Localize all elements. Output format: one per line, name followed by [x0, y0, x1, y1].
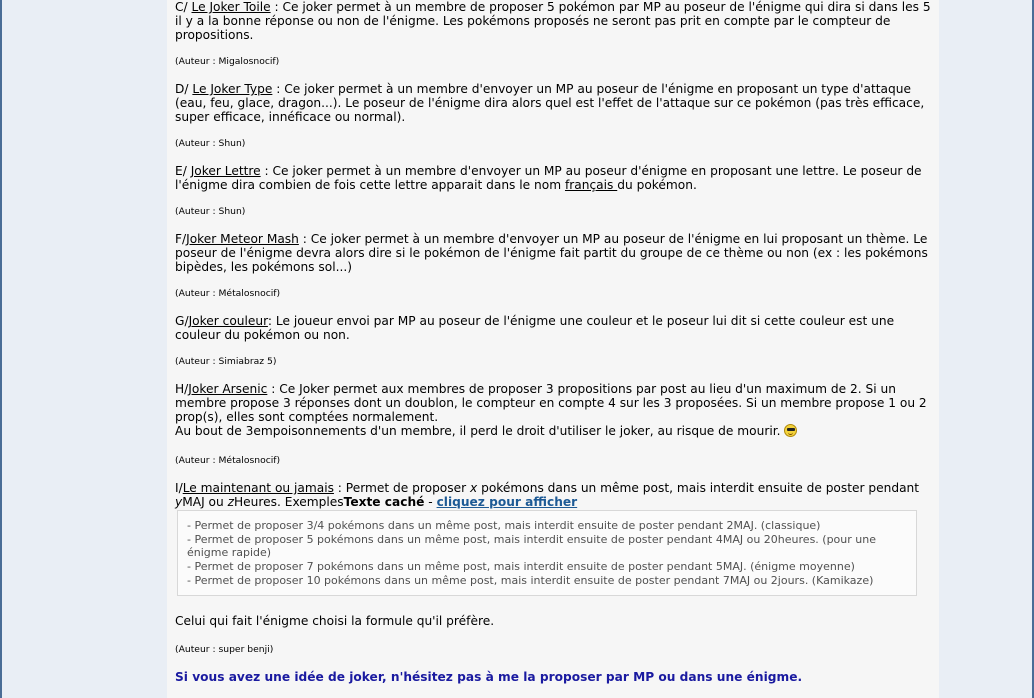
joker-i-text-4: Heures. Exemples	[234, 495, 344, 509]
joker-i-var-x: x	[470, 481, 478, 495]
spoiler-example-4: - Permet de proposer 10 pokémons dans un même post, mais interdit ensuite de poster pendant 7MAJ ou 2jours. (Kamikaze)	[187, 573, 874, 587]
joker-e-prefix: E/	[175, 164, 191, 178]
joker-g-prefix: G/	[175, 314, 189, 328]
joker-d-name: Le Joker Type	[192, 82, 273, 96]
spoiler-example-3: - Permet de proposer 7 pokémons dans un même post, mais interdit ensuite de poster pendant 5MAJ. (énigme moyenne)	[187, 560, 855, 574]
closing-message: Si vous avez une idée de joker, n'hésitez pas à me la proposer par MP ou dans une énigme.	[175, 670, 803, 684]
forum-post	[167, 0, 939, 698]
joker-i-text-2: pokémons dans un même post, mais interdit ensuite de poster pendant	[477, 481, 920, 495]
joker-h-author: (Auteur : Métalosnocif)	[175, 455, 281, 466]
spoiler-show-link[interactable]: cliquez pour afficher	[436, 495, 578, 509]
joker-f-text: : Ce joker permet à un membre d'envoyer un MP au poseur de l'énigme en lui proposant un thème. Le poseur de l'énigme devra alors dire si le pokémon de l'énigme fait partit du groupe de ce thème ou non (ex : les pokémons bipèdes, les pokémons sol...)	[175, 232, 928, 274]
spoiler-title: Texte caché	[343, 495, 425, 509]
spoiler-content-box	[177, 510, 917, 596]
joker-h-paragraph	[175, 382, 933, 424]
joker-g-paragraph	[175, 314, 933, 342]
joker-c-paragraph	[175, 0, 933, 42]
joker-f-author: (Auteur : Métalosnocif)	[175, 288, 281, 299]
joker-g-text: : Le joueur envoi par MP au poseur de l'énigme une couleur et le poseur lui dit si cette couleur est une couleur du pokémon ou non.	[175, 314, 895, 342]
joker-i-name: Le maintenant ou jamais	[182, 481, 334, 495]
joker-h-prefix: H/	[175, 382, 189, 396]
spoiler-example-1: - Permet de proposer 3/4 pokémons dans un même post, mais interdit ensuite de poster pendant 2MAJ. (classique)	[187, 519, 821, 532]
joker-d-paragraph	[175, 82, 933, 124]
joker-c-prefix: C/	[175, 0, 192, 14]
spoiler-example-2: - Permet de proposer 5 pokémons dans un même post, mais interdit ensuite de poster pendant 4MAJ ou 20heures. (pour une énigme rapide)	[187, 532, 876, 560]
joker-i-prefix: I/	[175, 481, 183, 495]
joker-i-author: (Auteur : super benji)	[175, 644, 274, 655]
joker-e-text-after: du pokémon.	[617, 178, 697, 192]
joker-e-underlined: français	[564, 178, 618, 192]
joker-h-text2: Au bout de 3empoisonnements d'un membre, il perd le droit d'utiliser le joker, au risque de mourir.	[175, 424, 785, 438]
joker-f-paragraph	[175, 232, 933, 274]
joker-i-after-text: Celui qui fait l'énigme choisi la formule qu'il préfère.	[175, 614, 495, 628]
joker-d-prefix: D/	[175, 82, 193, 96]
joker-e-author: (Auteur : Shun)	[175, 206, 246, 217]
joker-i-var-y: y	[175, 495, 183, 509]
joker-i-paragraph	[175, 481, 933, 509]
joker-i-text-3: MAJ ou	[182, 495, 228, 509]
joker-d-text: : Ce joker permet à un membre d'envoyer un MP au poseur de l'énigme en proposant un type d'attaque (eau, feu, glace, dragon...). Le poseur de l'énigme dira alors quel est l'effet de l'attaque sur ce pokémon (pas très efficace, super efficace, innéficace ou normal).	[175, 82, 925, 124]
joker-i-text-1: : Permet de proposer	[333, 481, 470, 495]
joker-i-var-z: z	[227, 495, 235, 509]
spoiler-separator: -	[424, 495, 437, 509]
joker-c-name: Le Joker Toile	[191, 0, 271, 14]
joker-c-text: : Ce joker permet à un membre de proposer 5 pokémon par MP au poseur de l'énigme qui dira si dans les 5 il y a la bonne réponse ou non de l'énigme. Les pokémons proposés ne seront pas prit en compte par le compteur de propositions.	[175, 0, 931, 42]
page-left-border	[0, 0, 2, 698]
joker-h-paragraph-2	[175, 424, 933, 438]
joker-g-name: Joker couleur	[188, 314, 268, 328]
joker-c-author: (Auteur : Migalosnocif)	[175, 56, 280, 67]
joker-h-name: Joker Arsenic	[188, 382, 268, 396]
cool-smiley-icon	[784, 424, 797, 437]
joker-d-author: (Auteur : Shun)	[175, 138, 246, 149]
joker-f-prefix: F/	[175, 232, 187, 246]
joker-h-text: : Ce Joker permet aux membres de proposer 3 propositions par post au lieu d'un maximum de 2. Si un membre propose 3 réponses dont un doublon, le compteur en compte 4 sur les 3 proposées. Si un membre propose 1 ou 2 prop(s), elles sont comptées normalement.	[175, 382, 927, 424]
joker-e-paragraph	[175, 164, 933, 192]
joker-f-name: Joker Meteor Mash	[186, 232, 299, 246]
joker-e-text-before: : Ce joker permet à un membre d'envoyer un MP au poseur d'énigme en proposant une lettre. Le poseur de l'énigme dira combien de fois cette lettre apparait dans le nom	[175, 164, 922, 192]
joker-g-author: (Auteur : Simiabraz 5)	[175, 356, 277, 367]
joker-e-name: Joker Lettre	[190, 164, 261, 178]
